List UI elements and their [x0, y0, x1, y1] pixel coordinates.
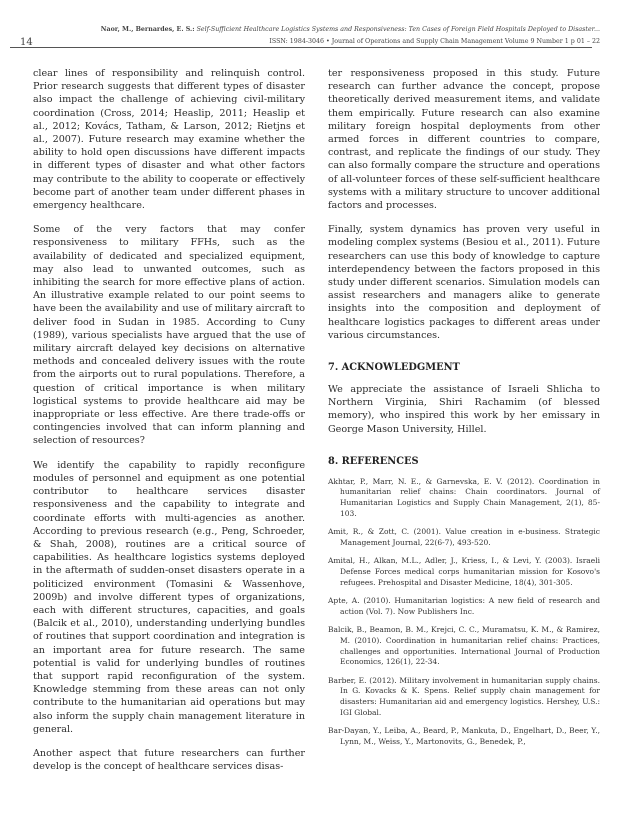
body-paragraph: Another aspect that future researchers can further develop is the concept of healthcare services disas- — [33, 747, 305, 773]
acknowledgment-text: We appreciate the assistance of Israeli Shlicha to Northern Virginia, Shiri Rachamim (of blessed memory), who inspired this work by her emissary in George Mason University, Hillel. — [328, 384, 600, 435]
reference-entry: Amital, H., Alkan, M.L., Adler, J., Kriess, I., & Levi, Y. (2003). Israeli Defense Forces medical corps humanitarian mission for Kosovo's refugees. Prehospital and Disaster Medicine, 18(4), 301-305. — [328, 556, 600, 587]
header-authors: Naor, M., Bernardes, E. S.: — [100, 26, 195, 33]
reference-entry: Amit, R., & Zott, C. (2001). Value creation in e-business. Strategic Management Journal, 22(6-7), 493-520. — [328, 527, 600, 547]
page-number: 14 — [20, 37, 33, 48]
body-paragraph: Finally, system dynamics has proven very useful in modeling complex systems (Besiou et al., 2011). Future researchers can use this body of knowledge to capture interdependency between the factors proposed in this study under different scenarios. Simulation models can assist researchers and managers alike to generate insights into the composition and deployment of healthcare logistics packages to different areas under various circumstances. — [328, 224, 600, 341]
reference-entry: Bar-Dayan, Y., Leiba, A., Beard, P., Mankuta, D., Engelhart, D., Beer, Y., Lynn, M., Weiss, Y., Martonovits, G., Benedek, P., — [328, 726, 600, 746]
header-title: Self-Sufficient Healthcare Logistics Systems and Responsiveness: Ten Cases of Foreign Field Hospitals Deployed to Disaster... — [196, 26, 600, 33]
body-paragraph: ter responsiveness proposed in this study. Future research can further advance the concept, propose theoretically derived measurement items, and validate them empirically. Future research can also examine military foreign hospital deployments from other armed forces in different countries to compare, contrast, and replicate the findings of our study. They can also formally compare the structure and operations of all-volunteer forces of these self-sufficient healthcare systems with a military structure to uncover additional factors and processes. — [328, 68, 600, 212]
reference-entry: Balcik, B., Beamon, B. M., Krejci, C. C., Muramatsu, K. M., & Ramirez, M. (2010). Coordination in humanitarian relief chains: Practices, challenges and opportunities. International Journal of Production Economics, 126(1), 22-34. — [328, 625, 600, 667]
right-column — [328, 67, 600, 755]
reference-entry: Apte, A. (2010). Humanitarian logistics: A new field of research and action (Vol. 7). Now Publishers Inc. — [328, 596, 600, 616]
running-header — [20, 20, 600, 54]
acknowledgment-heading: 7. ACKNOWLEDGMENT — [328, 362, 460, 374]
header-citation — [20, 26, 600, 33]
body-paragraph: Some of the very factors that may confer responsiveness to military FFHs, such as the availability of dedicated and specialized equipment, may also lead to unwanted outcomes, such as inhibiting the search for more effective plans of action. An illustrative example related to our point seems to have been the availability and use of military aircraft to deliver food in Sudan in 1985. According to Cuny (1989), various specialists have argued that the use of military aircraft delayed key decisions on alternative methods and concealed delivery issues with the route from the airports out to rural populations. Therefore, a question of critical importance is when military logistical systems to provide healthcare aid may be inappropriate or less effective. Are there trade-offs or contingencies involved that can inform planning and selection of resources? — [33, 224, 305, 447]
reference-entry: Akhtar, P., Marr, N. E., & Garnevska, E. V. (2012). Coordination in humanitarian relief chains: Chain coordinators. Journal of Humanitarian Logistics and Supply Chain Management, 2(1), 85-103. — [328, 476, 600, 518]
reference-entry: Barber, E. (2012). Military involvement in humanitarian supply chains. In G. Kovacks & K. Spens. Relief supply chain management for disasters: Humanitarian aid and emergency logistics. Hershey, U.S.: IGI Global. — [328, 675, 600, 717]
left-column — [33, 67, 305, 784]
body-paragraph: We identify the capability to rapidly reconfigure modules of personnel and equipment as one potential contributor to healthcare services disaster responsiveness and the capability to integrate and coordinate efforts with multi-agencies as another. According to previous research (e.g., Peng, Schroeder, & Shah, 2008), routines are a critical source of capabilities. As healthcare logistics systems deployed in the aftermath of sudden-onset disasters operate in a politicized environment (Tomasini & Wassenhove, 2009b) and involve different types of organizations, each with different structures, capacities, and goals (Balcik et al., 2010), understanding underlying bundles of routines that support coordination and integration is an important area for future research. The same potential is valid for underlying bundles of routines that support rapid reconfiguration of the system. Knowledge stemming from these areas can not only contribute to the humanitarian aid operations but may also inform the supply chain management literature in general. — [33, 459, 305, 735]
header-rule — [10, 47, 592, 48]
body-paragraph: clear lines of responsibility and relinquish control. Prior research suggests that different types of disaster also impact the challenge of achieving civil-military coordination (Cross, 2014; Heaslip, 2011; Heaslip et al., 2012; Kovács, Tatham, & Larson, 2012; Rietjns et al., 2007). Future research may examine whether the ability to hold open discussions have different impacts in different types of disaster and what other factors may contribute to the ability to cooperate or effectively become part of another team under different phases in emergency healthcare. — [33, 68, 305, 212]
header-journal: ISSN: 1984-3046 • Journal of Operations and Supply Chain Management Volume 9 Number 1 p 01 – 22 — [269, 38, 600, 45]
references-heading: 8. REFERENCES — [328, 455, 419, 467]
